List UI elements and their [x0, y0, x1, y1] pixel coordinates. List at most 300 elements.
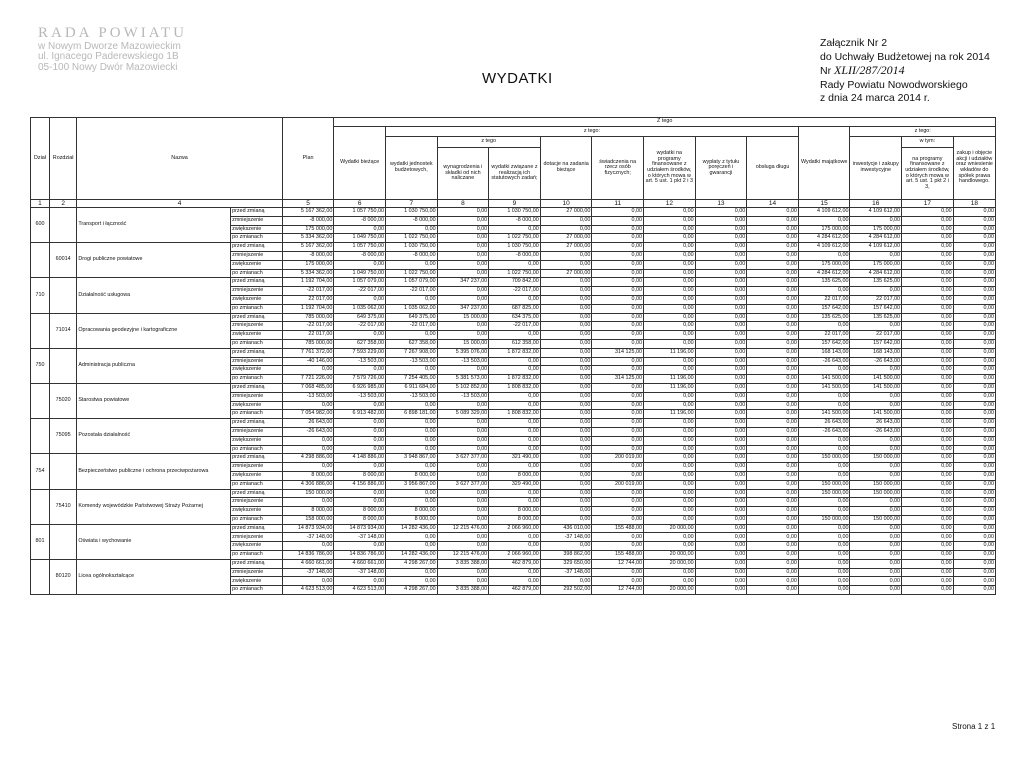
amount-cell: 27 000,00: [540, 234, 592, 243]
amount-cell: 11 196,00: [644, 348, 696, 357]
amount-cell: 0,00: [644, 366, 696, 375]
amount-cell: 0,00: [902, 515, 954, 524]
amount-cell: 0,00: [592, 410, 644, 419]
header-dzial: Dział: [31, 118, 50, 200]
amount-cell: 0,00: [953, 419, 995, 428]
amount-cell: 649 375,00: [334, 313, 386, 322]
amount-cell: 0,00: [953, 445, 995, 454]
row-type-label: po zmianach: [231, 586, 283, 595]
amount-cell: 0,00: [695, 427, 747, 436]
amount-cell: 150 000,00: [798, 489, 850, 498]
amount-cell: 0,00: [644, 463, 696, 472]
amount-cell: 0,00: [695, 375, 747, 384]
column-number: 2: [49, 200, 76, 208]
amount-cell: 0,00: [798, 401, 850, 410]
amount-cell: 785 000,00: [282, 313, 334, 322]
nazwa-cell: Licea ogólnokształcące: [77, 559, 231, 594]
amount-cell: 0,00: [695, 348, 747, 357]
amount-cell: 22 017,00: [282, 295, 334, 304]
amount-cell: 0,00: [695, 383, 747, 392]
amount-cell: 0,00: [540, 216, 592, 225]
amount-cell: 0,00: [592, 366, 644, 375]
amount-cell: 0,00: [850, 559, 902, 568]
amount-cell: 436 010,00: [540, 524, 592, 533]
amount-cell: 0,00: [798, 216, 850, 225]
amount-cell: 0,00: [489, 463, 541, 472]
amount-cell: 0,00: [695, 568, 747, 577]
amount-cell: 0,00: [695, 577, 747, 586]
row-type-label: zwiększenie: [231, 401, 283, 410]
amount-cell: 7 254 405,00: [385, 375, 437, 384]
amount-cell: 3 835 388,00: [437, 559, 489, 568]
amount-cell: 0,00: [850, 392, 902, 401]
amount-cell: 0,00: [644, 401, 696, 410]
annex-resolution-number: [820, 64, 990, 79]
amount-cell: 0,00: [437, 436, 489, 445]
row-type-label: zwiększenie: [231, 295, 283, 304]
amount-cell: 1 030 750,00: [489, 243, 541, 252]
row-type-label: zmniejszenie: [231, 357, 283, 366]
amount-cell: -8 000,00: [282, 251, 334, 260]
row-type-label: przed zmianą: [231, 383, 283, 392]
amount-cell: 3 835 388,00: [437, 586, 489, 595]
amount-cell: 0,00: [385, 568, 437, 577]
amount-cell: 0,00: [540, 295, 592, 304]
amount-cell: 0,00: [850, 498, 902, 507]
amount-cell: 0,00: [850, 471, 902, 480]
amount-cell: 0,00: [592, 234, 644, 243]
amount-cell: 0,00: [334, 489, 386, 498]
amount-cell: 5 334 362,00: [282, 269, 334, 278]
rozdzial-cell: [49, 454, 76, 489]
amount-cell: 14 282 436,00: [385, 551, 437, 560]
row-type-label: po zmianach: [231, 375, 283, 384]
table-row: [31, 524, 996, 533]
amount-cell: 0,00: [334, 498, 386, 507]
amount-cell: 0,00: [953, 366, 995, 375]
row-type-label: przed zmianą: [231, 489, 283, 498]
amount-cell: -8 000,00: [334, 216, 386, 225]
amount-cell: 4 623 513,00: [334, 586, 386, 595]
amount-cell: 7 068 485,00: [282, 383, 334, 392]
rozdzial-cell: 71014: [49, 313, 76, 348]
amount-cell: 150 000,00: [798, 480, 850, 489]
table-row: [31, 489, 996, 498]
annex-date: z dnia 24 marca 2014 r.: [820, 92, 930, 104]
table-row: [31, 208, 996, 217]
amount-cell: 0,00: [747, 392, 799, 401]
amount-cell: 0,00: [540, 357, 592, 366]
amount-cell: 0,00: [385, 225, 437, 234]
amount-cell: 0,00: [850, 507, 902, 516]
dzial-cell: 754: [31, 454, 50, 489]
column-number: 9: [489, 200, 541, 208]
amount-cell: 7 054 982,00: [282, 410, 334, 419]
amount-cell: 321 490,00: [489, 454, 541, 463]
amount-cell: 0,00: [644, 480, 696, 489]
amount-cell: 150 000,00: [850, 480, 902, 489]
amount-cell: 1 808 832,00: [489, 383, 541, 392]
amount-cell: 0,00: [695, 524, 747, 533]
row-type-label: zwiększenie: [231, 331, 283, 340]
amount-cell: 3 956 867,00: [385, 480, 437, 489]
amount-cell: 0,00: [592, 243, 644, 252]
amount-cell: 0,00: [437, 427, 489, 436]
amount-cell: 155 488,00: [592, 524, 644, 533]
amount-cell: 0,00: [747, 401, 799, 410]
amount-cell: 0,00: [695, 313, 747, 322]
row-type-label: przed zmianą: [231, 243, 283, 252]
amount-cell: 0,00: [902, 524, 954, 533]
amount-cell: 0,00: [644, 568, 696, 577]
amount-cell: 0,00: [540, 251, 592, 260]
amount-cell: -13 503,00: [437, 357, 489, 366]
amount-cell: 0,00: [592, 542, 644, 551]
amount-cell: 0,00: [747, 260, 799, 269]
amount-cell: 0,00: [334, 331, 386, 340]
header-z-tego-biezace: z tego:: [385, 127, 798, 137]
amount-cell: 0,00: [489, 401, 541, 410]
amount-cell: 0,00: [644, 357, 696, 366]
row-type-label: zmniejszenie: [231, 251, 283, 260]
amount-cell: 0,00: [644, 392, 696, 401]
amount-cell: 26 643,00: [282, 419, 334, 428]
header-wydatki-jednostek: wydatki jednostek budżetowych,: [385, 137, 437, 200]
header-z-tego: Z tego: [334, 118, 996, 127]
amount-cell: 0,00: [644, 234, 696, 243]
amount-cell: 0,00: [540, 375, 592, 384]
amount-cell: 0,00: [747, 313, 799, 322]
amount-cell: 0,00: [334, 436, 386, 445]
amount-cell: 5 395 076,00: [437, 348, 489, 357]
header-rozdzial: Rozdział: [49, 118, 76, 200]
amount-cell: -8 000,00: [385, 251, 437, 260]
amount-cell: 0,00: [953, 295, 995, 304]
amount-cell: 314 125,00: [592, 375, 644, 384]
council-stamp: [38, 26, 218, 73]
amount-cell: 0,00: [953, 427, 995, 436]
header-plan: Plan: [282, 118, 334, 200]
amount-cell: 0,00: [540, 331, 592, 340]
amount-cell: 0,00: [953, 410, 995, 419]
amount-cell: 0,00: [747, 463, 799, 472]
amount-cell: 462 879,00: [489, 586, 541, 595]
amount-cell: 200 019,00: [592, 480, 644, 489]
amount-cell: 0,00: [592, 304, 644, 313]
amount-cell: 0,00: [798, 568, 850, 577]
amount-cell: 1 035 062,00: [385, 304, 437, 313]
amount-cell: 168 143,00: [798, 348, 850, 357]
amount-cell: 0,00: [902, 366, 954, 375]
amount-cell: 0,00: [592, 427, 644, 436]
row-type-label: zwiększenie: [231, 260, 283, 269]
amount-cell: 22 017,00: [798, 331, 850, 340]
amount-cell: 27 000,00: [540, 243, 592, 252]
amount-cell: 0,00: [540, 401, 592, 410]
header-obsluga-dlugu: obsługa długu: [747, 137, 799, 200]
amount-cell: 0,00: [489, 445, 541, 454]
amount-cell: 26 643,00: [850, 419, 902, 428]
amount-cell: 0,00: [437, 568, 489, 577]
amount-cell: 0,00: [592, 208, 644, 217]
amount-cell: 0,00: [540, 480, 592, 489]
amount-cell: 0,00: [747, 331, 799, 340]
amount-cell: 8 000,00: [489, 507, 541, 516]
amount-cell: 0,00: [747, 533, 799, 542]
page-footer: Strona 1 z 1: [952, 722, 996, 731]
amount-cell: 292 502,00: [540, 586, 592, 595]
amount-cell: 135 625,00: [798, 278, 850, 287]
amount-cell: -13 503,00: [437, 392, 489, 401]
amount-cell: 0,00: [282, 401, 334, 410]
amount-cell: 0,00: [902, 322, 954, 331]
amount-cell: 0,00: [489, 357, 541, 366]
amount-cell: 0,00: [644, 269, 696, 278]
amount-cell: 5 102 852,00: [437, 383, 489, 392]
header-wydatki-majatkowe: Wydatki majątkowe: [798, 127, 850, 200]
amount-cell: 158 000,00: [282, 515, 334, 524]
amount-cell: 1 022 750,00: [385, 234, 437, 243]
amount-cell: 0,00: [953, 559, 995, 568]
amount-cell: 0,00: [902, 216, 954, 225]
amount-cell: 0,00: [592, 515, 644, 524]
amount-cell: 0,00: [747, 366, 799, 375]
nazwa-cell: Działalność usługowa: [77, 278, 231, 313]
row-type-label: zmniejszenie: [231, 498, 283, 507]
amount-cell: 1 057 079,00: [385, 278, 437, 287]
amount-cell: 0,00: [695, 559, 747, 568]
amount-cell: 0,00: [850, 287, 902, 296]
amount-cell: 175 000,00: [850, 260, 902, 269]
nazwa-cell: Transport i łączność: [77, 208, 231, 243]
dzial-cell: [31, 243, 50, 278]
amount-cell: 4 109 612,00: [850, 243, 902, 252]
row-type-label: po zmianach: [231, 304, 283, 313]
amount-cell: 0,00: [953, 507, 995, 516]
amount-cell: 0,00: [592, 577, 644, 586]
amount-cell: 1 057 750,00: [334, 208, 386, 217]
amount-cell: 0,00: [334, 463, 386, 472]
amount-cell: 0,00: [953, 515, 995, 524]
amount-cell: 612 358,00: [489, 339, 541, 348]
annex-number: Załącznik Nr 2: [820, 37, 888, 49]
column-number: 12: [644, 200, 696, 208]
amount-cell: 3 948 867,00: [385, 454, 437, 463]
amount-cell: 0,00: [644, 243, 696, 252]
amount-cell: 4 298 267,00: [385, 559, 437, 568]
amount-cell: 0,00: [540, 313, 592, 322]
amount-cell: 0,00: [489, 498, 541, 507]
amount-cell: 3 627 377,00: [437, 454, 489, 463]
amount-cell: 4 284 612,00: [798, 234, 850, 243]
column-number: 10: [540, 200, 592, 208]
header-z-tego-jednostek: z tego: [437, 137, 540, 148]
amount-cell: 6 913 482,00: [334, 410, 386, 419]
amount-cell: 0,00: [695, 419, 747, 428]
amount-cell: 157 642,00: [798, 339, 850, 348]
header-inwestycje: inwestycje i zakupy inwestycyjne: [850, 137, 902, 200]
amount-cell: 0,00: [902, 339, 954, 348]
amount-cell: -26 643,00: [282, 427, 334, 436]
amount-cell: 12 744,00: [592, 559, 644, 568]
amount-cell: 3 627 377,00: [437, 480, 489, 489]
amount-cell: 0,00: [902, 401, 954, 410]
amount-cell: 0,00: [747, 507, 799, 516]
amount-cell: 0,00: [902, 269, 954, 278]
amount-cell: 0,00: [437, 295, 489, 304]
amount-cell: 0,00: [437, 463, 489, 472]
row-type-label: zwiększenie: [231, 225, 283, 234]
amount-cell: 0,00: [385, 366, 437, 375]
dzial-cell: [31, 419, 50, 454]
nazwa-cell: Starostwa powiatowe: [77, 383, 231, 418]
amount-cell: 0,00: [540, 383, 592, 392]
amount-cell: 1 057 750,00: [334, 243, 386, 252]
amount-cell: 27 000,00: [540, 208, 592, 217]
amount-cell: 0,00: [695, 551, 747, 560]
amount-cell: 0,00: [953, 339, 995, 348]
amount-cell: 0,00: [334, 295, 386, 304]
amount-cell: 5 089 329,00: [437, 410, 489, 419]
amount-cell: 0,00: [953, 383, 995, 392]
amount-cell: 0,00: [644, 542, 696, 551]
amount-cell: 0,00: [902, 419, 954, 428]
row-type-label: zwiększenie: [231, 471, 283, 480]
amount-cell: 0,00: [850, 216, 902, 225]
row-type-label: przed zmianą: [231, 524, 283, 533]
amount-cell: 157 642,00: [850, 339, 902, 348]
amount-cell: 0,00: [489, 436, 541, 445]
amount-cell: 0,00: [540, 577, 592, 586]
amount-cell: 0,00: [437, 260, 489, 269]
amount-cell: 0,00: [334, 260, 386, 269]
dzial-cell: 710: [31, 278, 50, 313]
amount-cell: 0,00: [747, 383, 799, 392]
amount-cell: -8 000,00: [489, 251, 541, 260]
amount-cell: -13 503,00: [385, 392, 437, 401]
amount-cell: 0,00: [695, 304, 747, 313]
amount-cell: 0,00: [334, 366, 386, 375]
amount-cell: 0,00: [953, 357, 995, 366]
amount-cell: 0,00: [437, 471, 489, 480]
amount-cell: 0,00: [747, 480, 799, 489]
amount-cell: 0,00: [902, 208, 954, 217]
amount-cell: 0,00: [489, 489, 541, 498]
amount-cell: 0,00: [798, 524, 850, 533]
amount-cell: 1 057 079,00: [334, 278, 386, 287]
amount-cell: 1 035 062,00: [334, 304, 386, 313]
amount-cell: 8 000,00: [489, 515, 541, 524]
amount-cell: 0,00: [644, 507, 696, 516]
amount-cell: -37 148,00: [540, 533, 592, 542]
row-type-label: zmniejszenie: [231, 287, 283, 296]
amount-cell: 0,00: [798, 551, 850, 560]
dzial-cell: [31, 489, 50, 524]
amount-cell: 0,00: [798, 287, 850, 296]
amount-cell: 0,00: [489, 260, 541, 269]
amount-cell: 0,00: [592, 216, 644, 225]
amount-cell: 0,00: [798, 366, 850, 375]
amount-cell: 0,00: [540, 410, 592, 419]
amount-cell: -13 503,00: [282, 392, 334, 401]
amount-cell: -8 000,00: [282, 216, 334, 225]
amount-cell: 0,00: [437, 542, 489, 551]
amount-cell: 0,00: [695, 216, 747, 225]
amount-cell: 0,00: [695, 322, 747, 331]
amount-cell: 0,00: [592, 498, 644, 507]
amount-cell: 0,00: [540, 419, 592, 428]
amount-cell: -22 017,00: [385, 287, 437, 296]
amount-cell: 0,00: [489, 295, 541, 304]
amount-cell: 0,00: [334, 445, 386, 454]
column-number: 14: [747, 200, 799, 208]
amount-cell: 0,00: [437, 322, 489, 331]
amount-cell: 0,00: [747, 225, 799, 234]
table-row: [31, 278, 996, 287]
amount-cell: 0,00: [953, 392, 995, 401]
amount-cell: 0,00: [902, 348, 954, 357]
amount-cell: 4 660 661,00: [334, 559, 386, 568]
amount-cell: 12 215 476,00: [437, 551, 489, 560]
amount-cell: 0,00: [437, 533, 489, 542]
amount-cell: 0,00: [540, 278, 592, 287]
annex-resolution: do Uchwały Budżetowej na rok 2014: [820, 50, 990, 63]
amount-cell: 0,00: [953, 331, 995, 340]
amount-cell: 0,00: [953, 225, 995, 234]
amount-cell: 8 000,00: [385, 471, 437, 480]
amount-cell: 0,00: [695, 208, 747, 217]
amount-cell: 0,00: [437, 243, 489, 252]
stamp-line-3: ul. Ignacego Paderewskiego 1B: [38, 51, 179, 63]
row-type-label: po zmianach: [231, 480, 283, 489]
amount-cell: 6 898 181,00: [385, 410, 437, 419]
amount-cell: 0,00: [695, 269, 747, 278]
amount-cell: 0,00: [540, 322, 592, 331]
amount-cell: 0,00: [902, 559, 954, 568]
amount-cell: 0,00: [644, 498, 696, 507]
amount-cell: 0,00: [592, 436, 644, 445]
amount-cell: 0,00: [747, 243, 799, 252]
amount-cell: 0,00: [695, 287, 747, 296]
amount-cell: 4 284 612,00: [850, 269, 902, 278]
amount-cell: 0,00: [747, 419, 799, 428]
amount-cell: -37 148,00: [334, 568, 386, 577]
amount-cell: 0,00: [644, 287, 696, 296]
nazwa-cell: Administracja publiczna: [77, 348, 231, 383]
amount-cell: 0,00: [798, 445, 850, 454]
amount-cell: 0,00: [592, 251, 644, 260]
row-type-label: zmniejszenie: [231, 392, 283, 401]
amount-cell: 0,00: [385, 436, 437, 445]
amount-cell: 4 623 513,00: [282, 586, 334, 595]
amount-cell: 20 000,00: [644, 586, 696, 595]
rozdzial-cell: 75410: [49, 489, 76, 524]
amount-cell: 0,00: [902, 251, 954, 260]
amount-cell: 0,00: [953, 471, 995, 480]
dzial-cell: [31, 559, 50, 594]
amount-cell: -13 503,00: [334, 392, 386, 401]
amount-cell: 0,00: [747, 568, 799, 577]
amount-cell: 15 000,00: [437, 339, 489, 348]
amount-cell: 168 143,00: [850, 348, 902, 357]
amount-cell: 0,00: [385, 331, 437, 340]
amount-cell: 12 744,00: [592, 586, 644, 595]
amount-cell: 0,00: [644, 216, 696, 225]
amount-cell: 0,00: [592, 471, 644, 480]
amount-cell: -22 017,00: [282, 287, 334, 296]
amount-cell: 7 761 372,00: [282, 348, 334, 357]
amount-cell: 0,00: [695, 251, 747, 260]
